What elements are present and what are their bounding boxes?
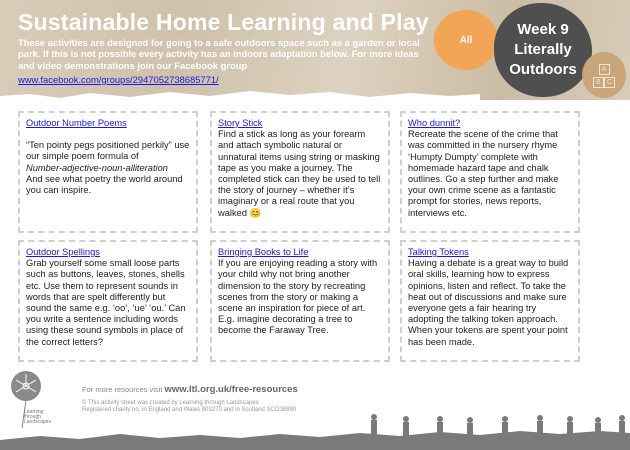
- header-banner: [0, 0, 630, 100]
- week-badge: [494, 3, 592, 97]
- theme-line-2: Outdoors: [509, 61, 577, 78]
- card-text-2: And see what poetry the world around you can inspire.: [26, 173, 183, 196]
- smiley-icon: 😊: [249, 207, 262, 218]
- card-body: Grab yourself some small loose parts such as buttons, leaves, stones, shells etc. Use them to represent sounds in words that are spelt differently but sound the same e.g. ‘oo’, ‘ue’ ‘ou.’ Can you write a sentence including words using these sound symbols in place of the correct letters?: [26, 258, 186, 347]
- logo-text: Learning through Landscapes: [24, 409, 51, 425]
- activity-card-who-dunnit: [400, 111, 580, 233]
- card-body: [26, 140, 190, 196]
- block-c: C: [604, 77, 615, 88]
- card-body: Having a debate is a great way to build oral skills, learning how to express opinions, listen and reflect. To take the heat out of discussions and make sure everyone gets a fair hearing try adopting the talking token approach. When your tokens are spent your point has been made.: [408, 258, 569, 347]
- charity-line: Registered charity no. in England and Wales 803270 and in Scotland SCO38890: [82, 407, 297, 413]
- credit-line: © This activity sheet was created by Learning through Landscapes: [82, 400, 259, 406]
- activity-card-story-stick: [210, 111, 390, 233]
- card-title-link[interactable]: Bringing Books to Life: [218, 247, 309, 257]
- credit-text: [82, 400, 296, 414]
- card-formula: Number-adjective-noun-alliteration: [26, 162, 168, 173]
- activity-card-outdoor-spellings: [18, 240, 198, 362]
- card-title-link[interactable]: Who dunnit?: [408, 118, 461, 128]
- card-title-link[interactable]: Story Stick: [218, 118, 263, 128]
- block-a: A: [599, 64, 610, 75]
- age-badge: All: [434, 10, 498, 70]
- card-text: “Ten pointy pegs positioned perkily” use our simple poem formula of: [26, 140, 190, 162]
- page-title: Sustainable Home Learning and Play: [18, 9, 429, 35]
- card-title-link[interactable]: Talking Tokens: [408, 247, 469, 257]
- resources-prefix: For more resources visit: [82, 385, 165, 394]
- activity-card-bringing-books-to-life: [210, 240, 390, 362]
- facebook-group-link[interactable]: www.facebook.com/groups/2947052738685771/: [18, 74, 219, 85]
- grass-and-children-silhouette: [0, 414, 630, 450]
- resources-line: [82, 384, 298, 395]
- activity-card-outdoor-number-poems: [18, 111, 198, 233]
- torn-paper-edge: [0, 86, 630, 106]
- week-label: Week 9: [517, 21, 569, 38]
- card-title-link[interactable]: Outdoor Number Poems: [26, 118, 127, 128]
- resources-link[interactable]: www.ltl.org.uk/free-resources: [164, 384, 298, 395]
- card-body: Recreate the scene of the crime that was committed in the nursery rhyme ‘Humpty Dumpty’ complete with homemade hazard tape and chalk outlines. Go a step further and make your own crime scene as a fantastic prompt for stories, news reports, interviews etc.: [408, 129, 559, 218]
- theme-line-1: Literally: [514, 41, 572, 58]
- block-b: B: [593, 77, 604, 88]
- card-text: Find a stick as long as your forearm and attach symbolic natural or unnatural items using string or masking tape as you make a journey. The completed stick can they be used to tell the story of journey – whether it’s imaginary or a real route that you walked: [218, 129, 381, 218]
- card-body: If you are enjoying reading a story with your child why not bring another dimension to the story by recreating scenes from the story or making a scene an inspiration for piece of art. E.g. imagine decorating a tree to become the Faraway Tree.: [218, 258, 378, 336]
- card-title-link[interactable]: Outdoor Spellings: [26, 247, 100, 257]
- card-body: [218, 129, 382, 219]
- activity-card-talking-tokens: [400, 240, 580, 362]
- intro-text: These activities are designed for going to a safe outdoors space such as a garden or local park. If this is not possible every activity has an indoors adaptation below. For more ideas and video demonstrations join our Facebook group: [18, 37, 420, 71]
